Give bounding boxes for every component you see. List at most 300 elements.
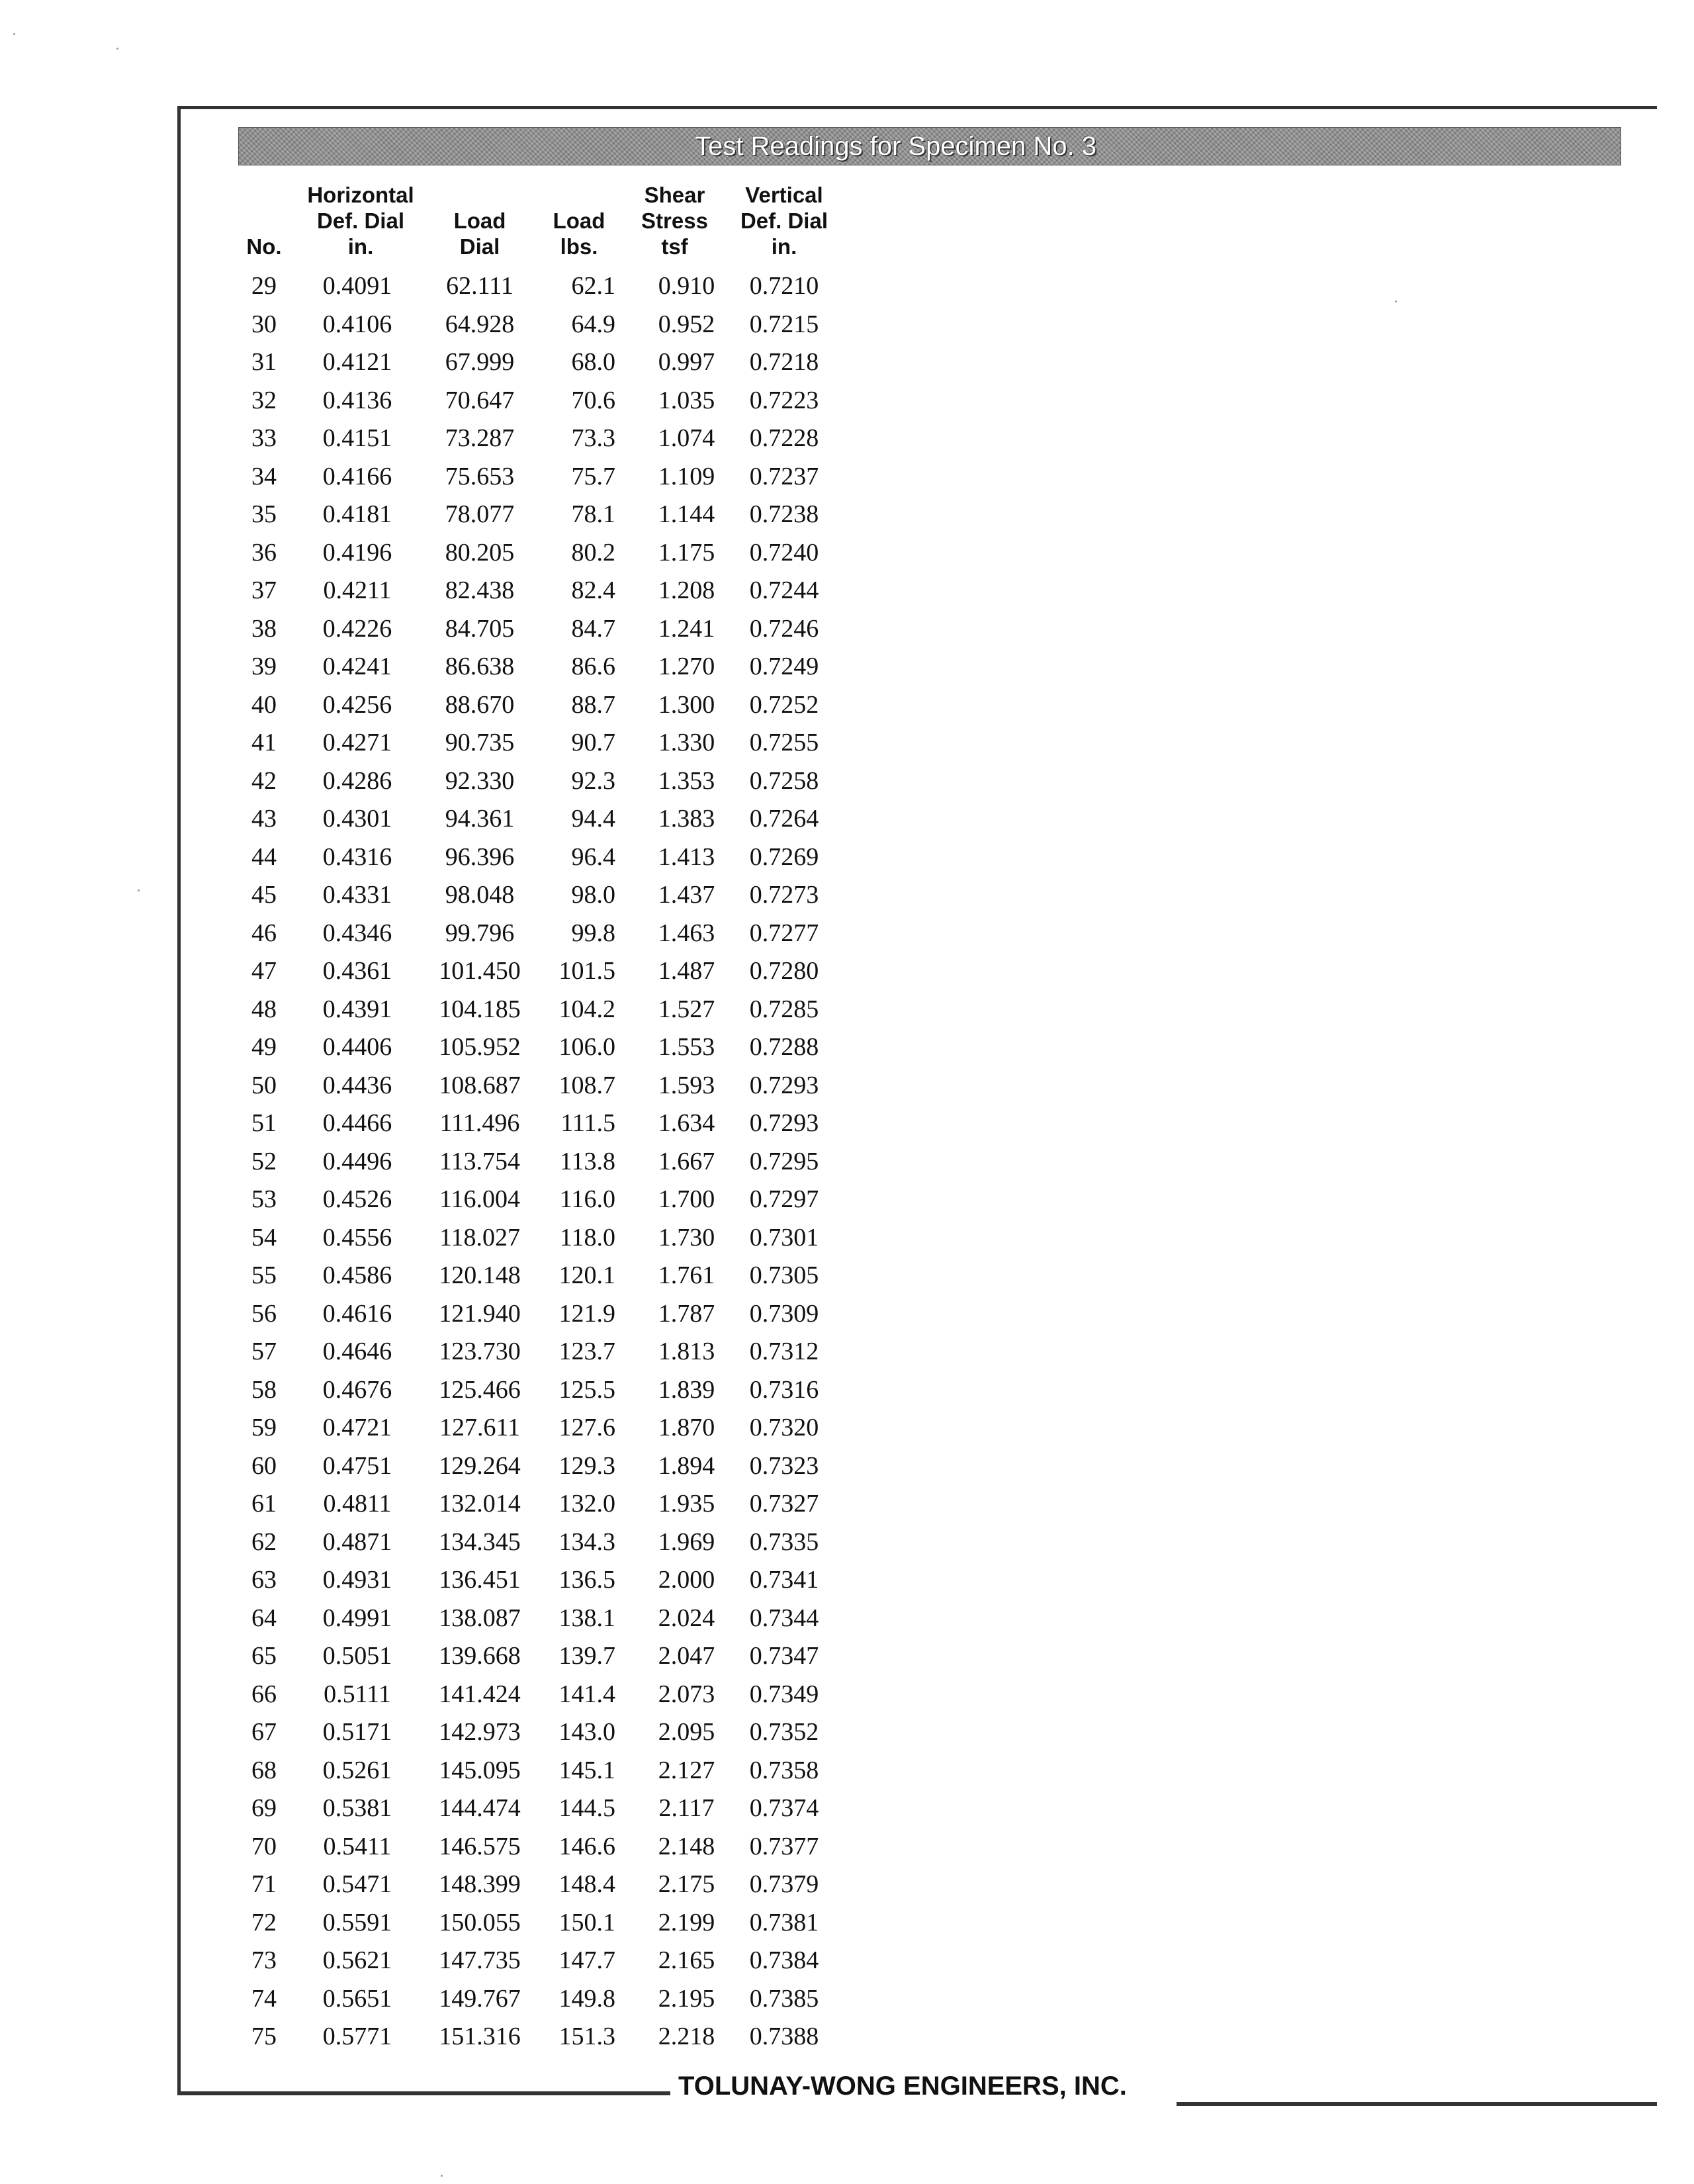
cell-shear-stress: 2.117 [658, 1794, 715, 1822]
cell-load-lbs: 99.8 [571, 919, 615, 947]
cell-no: 64 [251, 1604, 277, 1632]
cell-no: 57 [251, 1338, 277, 1365]
cell-no: 49 [251, 1033, 277, 1061]
cell-horizontal-def-dial: 0.4316 [322, 842, 392, 871]
cell-horizontal-def-dial: 0.5651 [322, 1984, 392, 2013]
cell-horizontal-def-dial: 0.4286 [322, 766, 392, 795]
cell-load-lbs: 80.2 [571, 538, 615, 567]
cell-no: 32 [251, 386, 277, 414]
cell-shear-stress: 1.527 [658, 995, 715, 1023]
frame-bottom-border-right [1177, 2102, 1657, 2106]
cell-horizontal-def-dial: 0.4346 [322, 919, 392, 947]
cell-vertical-def-dial: 0.7218 [749, 348, 819, 376]
cell-shear-stress: 1.437 [658, 881, 715, 909]
cell-vertical-def-dial: 0.7215 [749, 310, 819, 338]
cell-load-lbs: 134.3 [558, 1527, 615, 1556]
cell-shear-stress: 1.487 [658, 957, 715, 985]
cell-no: 72 [251, 1908, 277, 1936]
cell-vertical-def-dial: 0.7341 [749, 1566, 819, 1594]
cell-load-dial: 125.466 [439, 1375, 521, 1404]
cell-horizontal-def-dial: 0.4241 [322, 653, 392, 680]
cell-horizontal-def-dial: 0.4556 [322, 1223, 392, 1251]
cell-vertical-def-dial: 0.7309 [749, 1299, 819, 1328]
cell-load-dial: 73.287 [445, 424, 515, 452]
cell-load-dial: 138.087 [439, 1604, 521, 1632]
cell-no: 74 [251, 1984, 277, 2013]
cell-vertical-def-dial: 0.7305 [749, 1261, 819, 1289]
cell-no: 29 [251, 272, 277, 300]
cell-horizontal-def-dial: 0.4526 [322, 1185, 392, 1213]
cell-shear-stress: 1.413 [658, 842, 715, 871]
column-header-vdial [735, 176, 834, 259]
cell-horizontal-def-dial: 0.4991 [322, 1604, 392, 1632]
cell-no: 52 [251, 1147, 277, 1175]
cell-horizontal-def-dial: 0.4121 [322, 348, 392, 376]
cell-load-dial: 149.767 [439, 1984, 521, 2013]
cell-vertical-def-dial: 0.7344 [749, 1604, 819, 1632]
cell-vertical-def-dial: 0.7223 [749, 386, 819, 414]
cell-horizontal-def-dial: 0.4391 [322, 995, 392, 1023]
cell-shear-stress: 2.127 [658, 1756, 715, 1784]
cell-horizontal-def-dial: 0.4196 [322, 538, 392, 567]
cell-shear-stress: 1.634 [658, 1109, 715, 1137]
cell-load-lbs: 127.6 [558, 1414, 615, 1441]
cell-shear-stress: 1.353 [658, 766, 715, 795]
cell-vertical-def-dial: 0.7288 [749, 1033, 819, 1061]
cell-load-lbs: 116.0 [559, 1185, 615, 1213]
cell-shear-stress: 1.270 [658, 653, 715, 680]
cell-horizontal-def-dial: 0.4751 [322, 1451, 392, 1480]
cell-no: 31 [251, 348, 277, 376]
cell-vertical-def-dial: 0.7316 [749, 1375, 819, 1404]
cell-no: 51 [251, 1109, 277, 1137]
cell-vertical-def-dial: 0.7238 [749, 500, 819, 528]
cell-horizontal-def-dial: 0.4211 [323, 576, 392, 604]
table-title: Test Readings for Specimen No. 3 [695, 132, 1096, 161]
column-header-line: Load [553, 208, 605, 233]
cell-horizontal-def-dial: 0.4256 [322, 690, 392, 719]
cell-no: 66 [251, 1680, 277, 1708]
cell-no: 73 [251, 1946, 277, 1974]
cell-no: 67 [251, 1718, 277, 1746]
cell-shear-stress: 1.894 [658, 1451, 715, 1480]
cell-load-lbs: 94.4 [571, 805, 615, 833]
cell-load-dial: 88.670 [445, 690, 515, 719]
cell-load-dial: 96.396 [445, 842, 515, 871]
cell-vertical-def-dial: 0.7347 [749, 1642, 819, 1670]
cell-horizontal-def-dial: 0.4496 [322, 1147, 392, 1175]
cell-horizontal-def-dial: 0.5591 [322, 1908, 392, 1936]
cell-no: 69 [251, 1794, 277, 1822]
cell-horizontal-def-dial: 0.4301 [322, 805, 392, 833]
cell-shear-stress: 2.000 [658, 1566, 715, 1594]
column-header-lbs [543, 176, 615, 259]
cell-load-lbs: 147.7 [558, 1946, 615, 1974]
cell-shear-stress: 2.073 [658, 1680, 715, 1708]
cell-load-lbs: 104.2 [558, 995, 615, 1023]
cell-vertical-def-dial: 0.7349 [749, 1680, 819, 1708]
frame-top-border [177, 106, 1657, 109]
cell-no: 68 [251, 1756, 277, 1784]
cell-horizontal-def-dial: 0.4151 [322, 424, 392, 452]
column-header-line: lbs. [560, 234, 598, 259]
cell-vertical-def-dial: 0.7255 [749, 729, 819, 756]
cell-horizontal-def-dial: 0.5411 [323, 1832, 392, 1860]
cell-load-dial: 136.451 [439, 1566, 521, 1594]
cell-load-dial: 147.735 [439, 1946, 521, 1974]
cell-no: 62 [251, 1527, 277, 1556]
frame-left-border [177, 106, 181, 2091]
cell-horizontal-def-dial: 0.4331 [322, 881, 392, 909]
cell-no: 35 [251, 500, 277, 528]
frame-bottom-border-left [177, 2091, 670, 2095]
cell-vertical-def-dial: 0.7295 [749, 1147, 819, 1175]
cell-load-lbs: 143.0 [558, 1718, 615, 1746]
cell-no: 50 [251, 1071, 277, 1099]
cell-vertical-def-dial: 0.7374 [749, 1794, 819, 1822]
cell-shear-stress: 2.195 [658, 1984, 715, 2013]
cell-shear-stress: 1.969 [658, 1527, 715, 1556]
cell-shear-stress: 1.870 [658, 1414, 715, 1441]
cell-no: 58 [251, 1375, 277, 1404]
cell-shear-stress: 1.935 [658, 1490, 715, 1518]
cell-no: 36 [251, 538, 277, 567]
cell-load-lbs: 145.1 [558, 1756, 615, 1784]
scan-speck [13, 33, 15, 35]
scan-speck [138, 889, 140, 891]
cell-shear-stress: 2.199 [658, 1908, 715, 1936]
cell-load-dial: 64.928 [445, 310, 515, 338]
cell-no: 61 [251, 1490, 277, 1518]
cell-shear-stress: 2.165 [658, 1946, 715, 1974]
cell-no: 47 [251, 957, 277, 985]
cell-load-lbs: 90.7 [571, 729, 615, 756]
cell-load-lbs: 98.0 [571, 881, 615, 909]
cell-load-lbs: 84.7 [571, 614, 615, 643]
cell-load-dial: 105.952 [439, 1033, 521, 1061]
cell-no: 48 [251, 995, 277, 1023]
cell-vertical-def-dial: 0.7240 [749, 538, 819, 567]
cell-load-dial: 84.705 [445, 614, 515, 643]
cell-horizontal-def-dial: 0.4466 [322, 1109, 392, 1137]
cell-no: 42 [251, 766, 277, 795]
cell-load-lbs: 82.4 [571, 576, 615, 604]
column-header-ldial [437, 176, 523, 259]
cell-load-lbs: 150.1 [558, 1908, 615, 1936]
cell-vertical-def-dial: 0.7277 [749, 919, 819, 947]
cell-shear-stress: 1.593 [658, 1071, 715, 1099]
cell-shear-stress: 2.024 [658, 1604, 715, 1632]
cell-horizontal-def-dial: 0.4361 [322, 957, 392, 985]
cell-no: 75 [251, 2023, 277, 2050]
cell-vertical-def-dial: 0.7210 [749, 272, 819, 300]
cell-shear-stress: 1.463 [658, 919, 715, 947]
cell-shear-stress: 2.175 [658, 1870, 715, 1898]
cell-vertical-def-dial: 0.7252 [749, 690, 819, 719]
cell-vertical-def-dial: 0.7385 [749, 1984, 819, 2013]
cell-load-lbs: 70.6 [571, 386, 615, 414]
cell-shear-stress: 1.839 [658, 1375, 715, 1404]
cell-load-dial: 116.004 [439, 1185, 521, 1213]
cell-shear-stress: 1.035 [658, 386, 715, 414]
cell-shear-stress: 1.144 [658, 500, 715, 528]
column-header-no [238, 176, 290, 259]
cell-horizontal-def-dial: 0.5381 [322, 1794, 392, 1822]
cell-vertical-def-dial: 0.7273 [749, 881, 819, 909]
cell-shear-stress: 1.175 [658, 538, 715, 567]
cell-load-lbs: 129.3 [558, 1451, 615, 1480]
cell-vertical-def-dial: 0.7249 [749, 653, 819, 680]
cell-load-dial: 75.653 [445, 462, 515, 490]
cell-load-dial: 98.048 [445, 881, 515, 909]
cell-shear-stress: 2.047 [658, 1642, 715, 1670]
cell-load-lbs: 118.0 [559, 1223, 615, 1251]
cell-no: 45 [251, 881, 277, 909]
cell-load-dial: 151.316 [439, 2023, 521, 2050]
cell-vertical-def-dial: 0.7293 [749, 1109, 819, 1137]
company-name: TOLUNAY-WONG ENGINEERS, INC. [678, 2071, 1127, 2101]
column-header-line: tsf [661, 234, 688, 259]
cell-load-dial: 99.796 [445, 919, 515, 947]
cell-load-dial: 101.450 [439, 957, 521, 985]
scan-speck [1395, 300, 1397, 302]
cell-vertical-def-dial: 0.7335 [749, 1527, 819, 1556]
cell-horizontal-def-dial: 0.4136 [322, 386, 392, 414]
cell-vertical-def-dial: 0.7246 [749, 614, 819, 643]
cell-horizontal-def-dial: 0.4406 [322, 1033, 392, 1061]
cell-vertical-def-dial: 0.7293 [749, 1071, 819, 1099]
cell-shear-stress: 1.813 [658, 1338, 715, 1365]
cell-shear-stress: 0.997 [658, 348, 715, 376]
cell-load-dial: 111.496 [439, 1109, 520, 1137]
cell-no: 65 [251, 1642, 277, 1670]
cell-vertical-def-dial: 0.7379 [749, 1870, 819, 1898]
cell-shear-stress: 2.148 [658, 1832, 715, 1860]
cell-load-dial: 104.185 [439, 995, 521, 1023]
cell-shear-stress: 1.330 [658, 729, 715, 756]
cell-load-lbs: 78.1 [571, 500, 615, 528]
cell-load-dial: 120.148 [439, 1261, 521, 1289]
cell-vertical-def-dial: 0.7352 [749, 1718, 819, 1746]
cell-no: 41 [251, 729, 277, 756]
cell-load-dial: 145.095 [439, 1756, 521, 1784]
cell-shear-stress: 1.383 [658, 805, 715, 833]
cell-horizontal-def-dial: 0.4721 [322, 1414, 392, 1441]
cell-load-dial: 78.077 [445, 500, 515, 528]
cell-horizontal-def-dial: 0.4676 [322, 1375, 392, 1404]
cell-horizontal-def-dial: 0.4646 [322, 1338, 392, 1365]
cell-load-dial: 139.668 [439, 1642, 521, 1670]
cell-load-lbs: 75.7 [571, 462, 615, 490]
column-header-line: Def. Dial [316, 208, 405, 233]
cell-load-dial: 129.264 [439, 1451, 521, 1480]
cell-load-lbs: 111.5 [560, 1109, 615, 1137]
cell-load-dial: 86.638 [445, 653, 515, 680]
cell-horizontal-def-dial: 0.5621 [322, 1946, 392, 1974]
cell-load-dial: 94.361 [445, 805, 515, 833]
cell-load-dial: 80.205 [445, 538, 515, 567]
cell-load-dial: 70.647 [445, 386, 515, 414]
column-header-line: Horizontal [307, 183, 414, 207]
cell-shear-stress: 1.700 [658, 1185, 715, 1213]
cell-no: 53 [251, 1185, 277, 1213]
cell-horizontal-def-dial: 0.4106 [322, 310, 392, 338]
cell-load-dial: 118.027 [439, 1223, 521, 1251]
column-header-line: Def. Dial [740, 208, 828, 233]
cell-no: 54 [251, 1223, 277, 1251]
cell-load-dial: 121.940 [439, 1299, 521, 1328]
column-header-hdial [301, 176, 420, 259]
cell-load-lbs: 64.9 [571, 310, 615, 338]
cell-load-lbs: 132.0 [558, 1490, 615, 1518]
cell-load-lbs: 92.3 [571, 766, 615, 795]
cell-load-lbs: 141.4 [558, 1680, 615, 1708]
cell-horizontal-def-dial: 0.4616 [322, 1299, 392, 1328]
cell-shear-stress: 2.095 [658, 1718, 715, 1746]
cell-no: 34 [251, 462, 277, 490]
cell-load-dial: 113.754 [439, 1147, 521, 1175]
cell-vertical-def-dial: 0.7264 [749, 805, 819, 833]
cell-vertical-def-dial: 0.7358 [749, 1756, 819, 1784]
cell-load-dial: 127.611 [439, 1414, 521, 1441]
cell-vertical-def-dial: 0.7381 [749, 1908, 819, 1936]
cell-vertical-def-dial: 0.7228 [749, 424, 819, 452]
cell-horizontal-def-dial: 0.4271 [322, 729, 392, 756]
cell-horizontal-def-dial: 0.5111 [324, 1680, 391, 1708]
cell-load-dial: 67.999 [445, 348, 515, 376]
column-header-line: Shear [644, 183, 705, 207]
cell-no: 46 [251, 919, 277, 947]
cell-load-lbs: 86.6 [571, 653, 615, 680]
cell-shear-stress: 1.730 [658, 1223, 715, 1251]
column-header-shear [637, 176, 713, 259]
cell-load-lbs: 68.0 [571, 348, 615, 376]
cell-shear-stress: 1.208 [658, 576, 715, 604]
cell-horizontal-def-dial: 0.4226 [322, 614, 392, 643]
cell-load-dial: 92.330 [445, 766, 515, 795]
cell-vertical-def-dial: 0.7320 [749, 1414, 819, 1441]
cell-horizontal-def-dial: 0.5771 [322, 2023, 392, 2050]
cell-no: 71 [251, 1870, 277, 1898]
cell-load-dial: 150.055 [439, 1908, 521, 1936]
column-header-line: Load [453, 208, 506, 233]
cell-shear-stress: 1.553 [658, 1033, 715, 1061]
cell-no: 37 [251, 576, 277, 604]
cell-horizontal-def-dial: 0.4871 [322, 1527, 392, 1556]
cell-horizontal-def-dial: 0.4811 [323, 1490, 392, 1518]
cell-load-lbs: 149.8 [558, 1984, 615, 2013]
cell-load-lbs: 125.5 [558, 1375, 615, 1404]
cell-no: 43 [251, 805, 277, 833]
cell-load-dial: 123.730 [439, 1338, 521, 1365]
cell-no: 63 [251, 1566, 277, 1594]
cell-horizontal-def-dial: 0.4091 [322, 272, 392, 300]
cell-load-lbs: 101.5 [558, 957, 615, 985]
cell-no: 55 [251, 1261, 277, 1289]
cell-load-lbs: 88.7 [571, 690, 615, 719]
cell-shear-stress: 1.241 [658, 614, 715, 643]
cell-load-lbs: 144.5 [558, 1794, 615, 1822]
cell-load-dial: 146.575 [439, 1832, 521, 1860]
cell-load-dial: 132.014 [439, 1490, 521, 1518]
cell-no: 59 [251, 1414, 277, 1441]
cell-horizontal-def-dial: 0.5051 [322, 1642, 392, 1670]
cell-shear-stress: 2.218 [658, 2023, 715, 2050]
cell-vertical-def-dial: 0.7327 [749, 1490, 819, 1518]
cell-load-lbs: 138.1 [558, 1604, 615, 1632]
column-header-line: in. [771, 234, 797, 259]
cell-no: 38 [251, 614, 277, 643]
cell-vertical-def-dial: 0.7285 [749, 995, 819, 1023]
column-header-line: in. [347, 234, 374, 259]
cell-shear-stress: 1.109 [658, 462, 715, 490]
scan-speck [441, 2175, 443, 2177]
cell-load-lbs: 120.1 [558, 1261, 615, 1289]
cell-horizontal-def-dial: 0.4436 [322, 1071, 392, 1099]
cell-vertical-def-dial: 0.7377 [749, 1832, 819, 1860]
cell-horizontal-def-dial: 0.5171 [322, 1718, 392, 1746]
column-header-line: No. [246, 234, 282, 259]
cell-load-dial: 144.474 [439, 1794, 521, 1822]
cell-load-dial: 82.438 [445, 576, 515, 604]
cell-shear-stress: 1.300 [658, 690, 715, 719]
cell-horizontal-def-dial: 0.5471 [322, 1870, 392, 1898]
column-header-line: Dial [459, 234, 500, 259]
cell-load-lbs: 108.7 [558, 1071, 615, 1099]
cell-load-lbs: 73.3 [571, 424, 615, 452]
cell-shear-stress: 1.787 [658, 1299, 715, 1328]
cell-no: 70 [251, 1832, 277, 1860]
cell-vertical-def-dial: 0.7237 [749, 462, 819, 490]
cell-load-lbs: 146.6 [558, 1832, 615, 1860]
cell-vertical-def-dial: 0.7312 [749, 1338, 819, 1365]
cell-no: 44 [251, 842, 277, 871]
cell-shear-stress: 0.910 [658, 272, 715, 300]
cell-horizontal-def-dial: 0.5261 [322, 1756, 392, 1784]
cell-no: 56 [251, 1299, 277, 1328]
cell-load-lbs: 96.4 [571, 842, 615, 871]
cell-no: 39 [251, 653, 277, 680]
cell-load-lbs: 151.3 [558, 2023, 615, 2050]
cell-vertical-def-dial: 0.7384 [749, 1946, 819, 1974]
cell-load-dial: 108.687 [439, 1071, 521, 1099]
cell-vertical-def-dial: 0.7244 [749, 576, 819, 604]
cell-load-lbs: 139.7 [558, 1642, 615, 1670]
cell-horizontal-def-dial: 0.4931 [322, 1566, 392, 1594]
cell-no: 40 [251, 690, 277, 719]
cell-horizontal-def-dial: 0.4181 [322, 500, 392, 528]
cell-vertical-def-dial: 0.7323 [749, 1451, 819, 1480]
cell-shear-stress: 1.667 [658, 1147, 715, 1175]
cell-shear-stress: 0.952 [658, 310, 715, 338]
column-header-line: Stress [641, 208, 708, 233]
cell-load-dial: 148.399 [439, 1870, 521, 1898]
cell-load-lbs: 136.5 [558, 1566, 615, 1594]
cell-shear-stress: 1.074 [658, 424, 715, 452]
cell-load-lbs: 123.7 [558, 1338, 615, 1365]
cell-load-lbs: 62.1 [571, 272, 615, 300]
cell-no: 30 [251, 310, 277, 338]
cell-vertical-def-dial: 0.7258 [749, 766, 819, 795]
cell-shear-stress: 1.761 [658, 1261, 715, 1289]
cell-load-dial: 142.973 [439, 1718, 521, 1746]
cell-vertical-def-dial: 0.7297 [749, 1185, 819, 1213]
cell-vertical-def-dial: 0.7301 [749, 1223, 819, 1251]
cell-load-dial: 141.424 [439, 1680, 521, 1708]
cell-vertical-def-dial: 0.7280 [749, 957, 819, 985]
cell-no: 33 [251, 424, 277, 452]
cell-vertical-def-dial: 0.7269 [749, 842, 819, 871]
